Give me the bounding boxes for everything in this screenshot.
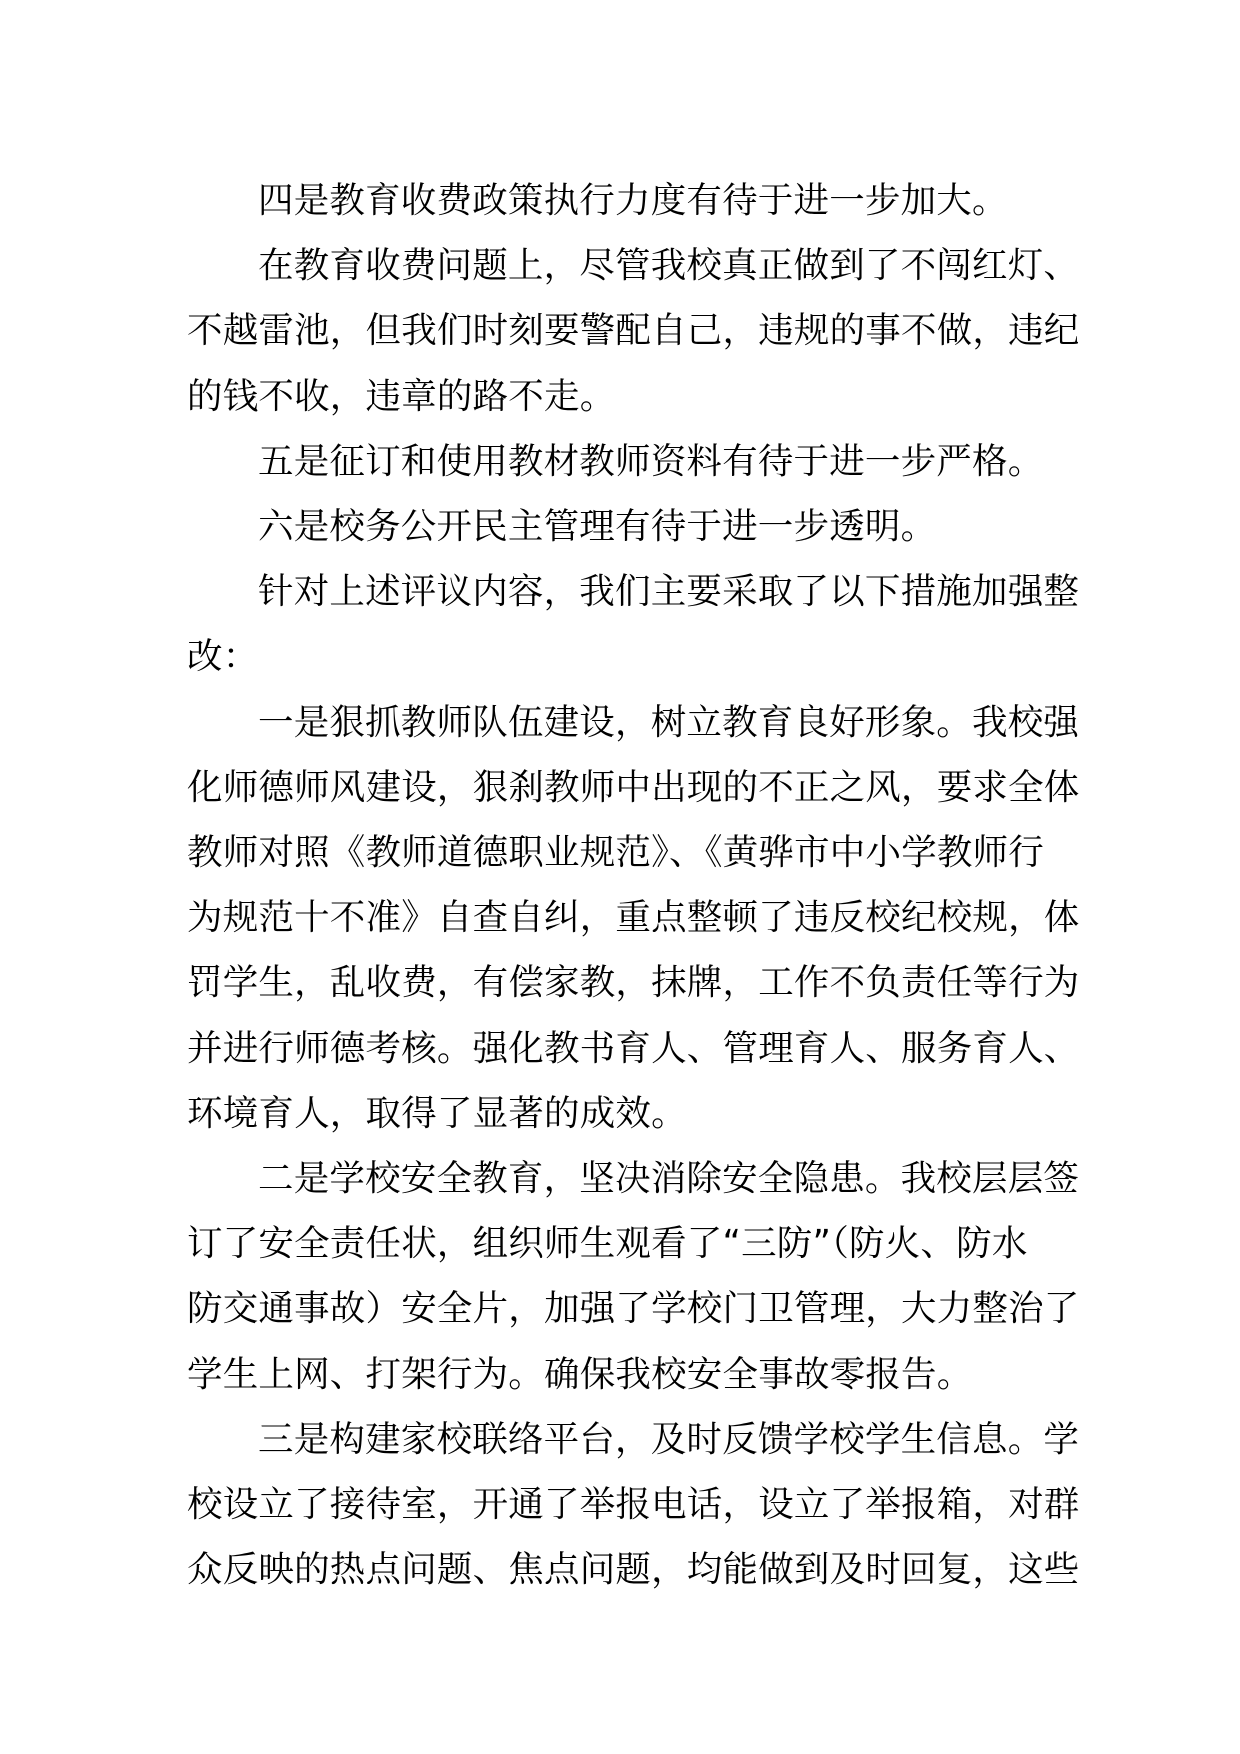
paragraph-item (187, 559, 1080, 689)
paragraph-item (187, 168, 1057, 233)
paragraph-item (187, 429, 1057, 494)
text-line: 众反映的热点问题、焦点问题，均能做到及时回复，这些 (187, 1549, 1080, 1591)
document-page (187, 168, 1080, 1602)
paragraph-item (187, 690, 1080, 1146)
text-line: 并进行师德考核。强化教书育人、管理育人、服务育人、 (187, 1027, 1080, 1069)
paragraph-item (187, 494, 1057, 559)
text-line: 在教育收费问题上，尽管我校真正做到了不闯红灯、 (258, 245, 1080, 287)
text-line: 为规范十不准》自查自纠，重点整顿了违反校纪校规，体 (187, 897, 1080, 939)
text-line: 五是征订和使用教材教师资料有待于进一步严格。 (258, 440, 1044, 482)
text-line: 订了安全责任状，组织师生观看了“三防”（防火、防水 (187, 1223, 1028, 1265)
text-line: 四是教育收费政策执行力度有待于进一步加大。 (258, 180, 1008, 221)
text-line: 的钱不收，违章的路不走。 (187, 375, 616, 417)
text-line: 二是学校安全教育，坚决消除安全隐患。我校层层签 (258, 1158, 1080, 1200)
text-line: 防交通事故）安全片，加强了学校门卫管理，大力整治了 (187, 1288, 1080, 1330)
text-line: 环境育人，取得了显著的成效。 (187, 1092, 687, 1134)
text-line: 针对上述评议内容，我们主要采取了以下措施加强整 (258, 571, 1080, 613)
paragraph-item (187, 233, 1080, 429)
text-line: 改： (187, 636, 259, 678)
paragraph-item (187, 1146, 1080, 1407)
text-line: 学生上网、打架行为。确保我校安全事故零报告。 (187, 1353, 973, 1395)
text-line: 不越雷池，但我们时刻要警配自己，违规的事不做，违纪 (187, 310, 1080, 352)
paragraph-item (187, 1407, 1080, 1603)
text-line: 教师对照《教师道德职业规范》、《黄骅市中小学教师行 (187, 832, 1045, 874)
text-line: 化师德师风建设，狠刹教师中出现的不正之风，要求全体 (187, 766, 1080, 808)
text-line: 六是校务公开民主管理有待于进一步透明。 (258, 506, 937, 548)
text-line: 三是构建家校联络平台，及时反馈学校学生信息。学 (258, 1418, 1080, 1460)
text-line: 罚学生，乱收费，有偿家教，抹牌，工作不负责任等行为 (187, 962, 1080, 1004)
text-line: 校设立了接待室，开通了举报电话，设立了举报箱，对群 (187, 1484, 1080, 1526)
text-line: 一是狠抓教师队伍建设，树立教育良好形象。我校强 (258, 701, 1080, 743)
